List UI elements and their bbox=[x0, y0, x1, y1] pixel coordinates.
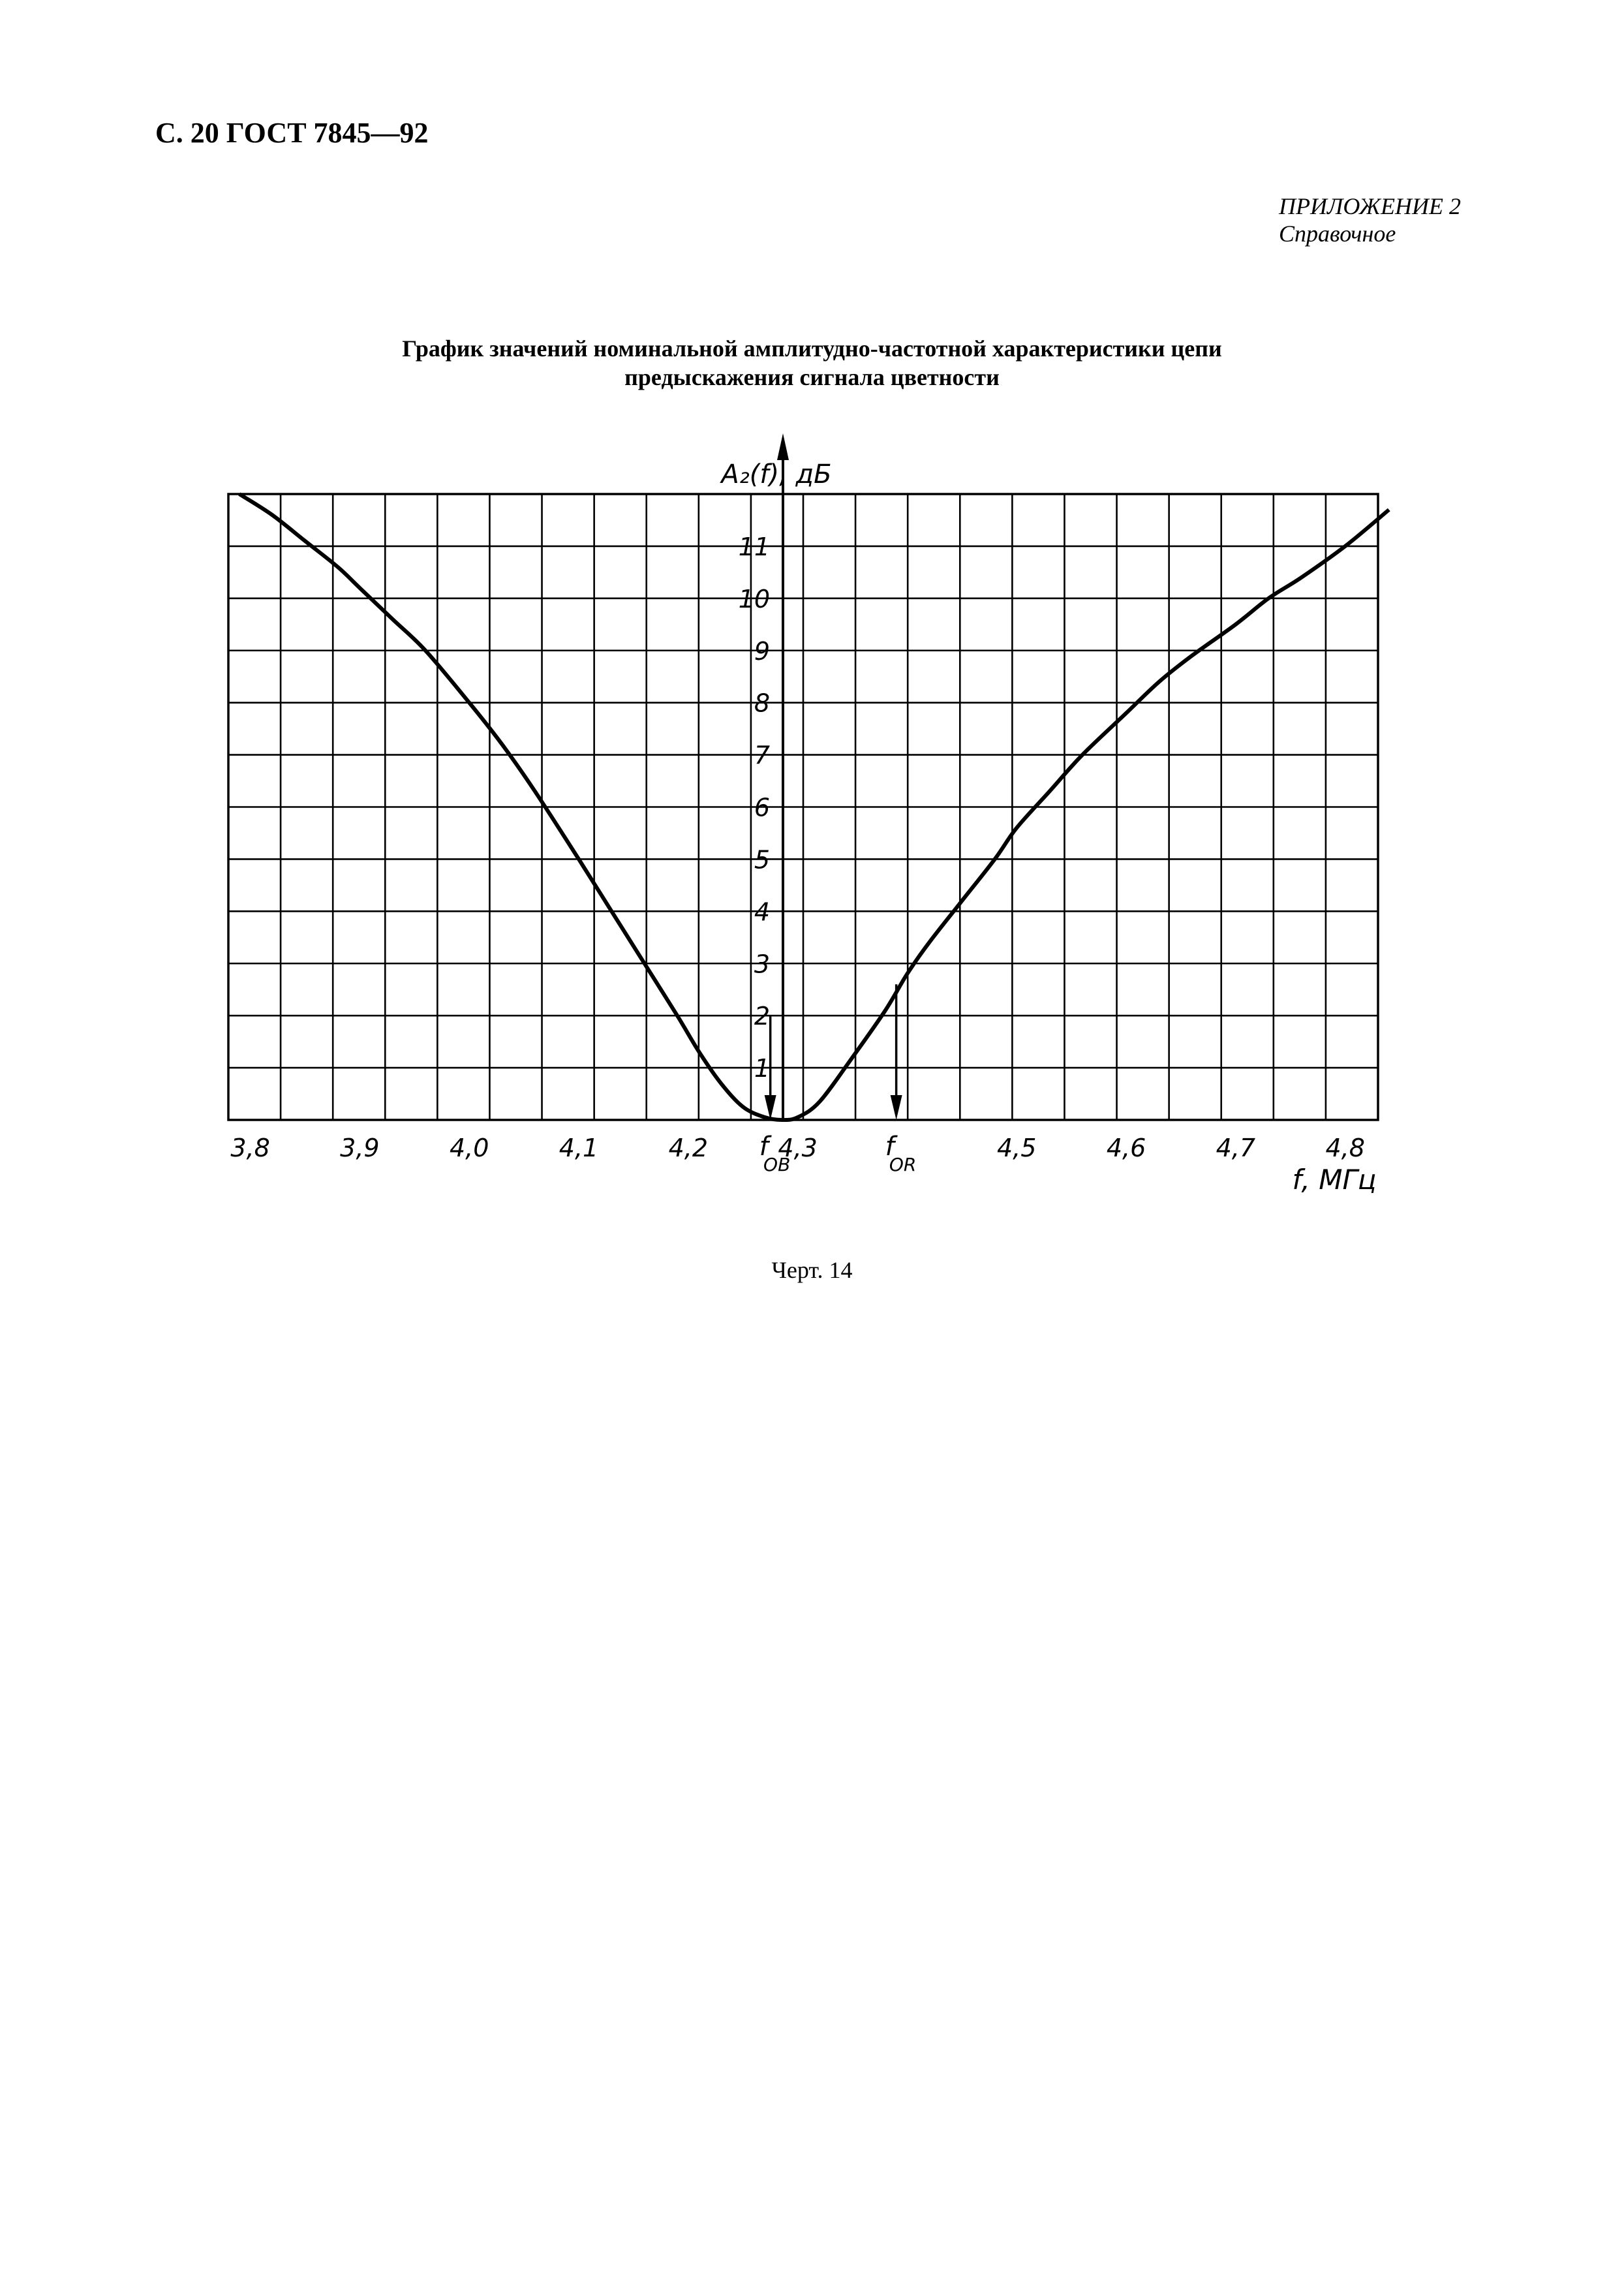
chart-title-line-2: предыскажения сигнала цветности bbox=[624, 364, 1000, 390]
x-tick-label: 4,0 bbox=[449, 1134, 489, 1162]
x-tick-label: 3,8 bbox=[230, 1134, 270, 1162]
appendix-subtitle: Справочное bbox=[1279, 221, 1396, 247]
y-tick-label: 2 bbox=[754, 1002, 770, 1031]
x-tick-label: 4,6 bbox=[1106, 1134, 1146, 1162]
x-tick-label: 3,9 bbox=[340, 1134, 380, 1162]
chart-markers bbox=[765, 984, 902, 1120]
chart-grid bbox=[228, 494, 1378, 1120]
x-tick-label: 4,5 bbox=[997, 1134, 1037, 1162]
y-axis-arrow-icon bbox=[777, 433, 789, 460]
chart-title-line-1: График значений номинальной амплитудно-частотной характеристики цепи bbox=[402, 335, 1222, 362]
y-tick-label: 7 bbox=[754, 741, 770, 770]
marker-subscript: OR bbox=[889, 1154, 917, 1175]
x-axis-label: f, МГц bbox=[1292, 1164, 1377, 1196]
y-axis-label: A₂(f), дБ bbox=[721, 459, 832, 489]
y-tick-label: 11 bbox=[738, 532, 770, 561]
appendix-title: ПРИЛОЖЕНИЕ 2 bbox=[1279, 193, 1461, 219]
marker-label: f bbox=[759, 1132, 769, 1162]
y-tick-label: 5 bbox=[754, 845, 770, 875]
marker-subscript: OB bbox=[763, 1154, 791, 1175]
y-tick-label: 6 bbox=[754, 793, 770, 822]
y-tick-label: 9 bbox=[754, 636, 770, 666]
y-tick-label: 10 bbox=[738, 584, 770, 613]
x-tick-label: 4,7 bbox=[1216, 1134, 1256, 1162]
y-tick-label: 8 bbox=[754, 689, 770, 718]
figure-caption: Черт. 14 bbox=[771, 1257, 853, 1283]
y-tick-label: 1 bbox=[754, 1054, 770, 1083]
x-tick-label: 4,1 bbox=[559, 1134, 599, 1162]
x-tick-label: 4,3 bbox=[778, 1134, 818, 1162]
chart-axes bbox=[777, 433, 789, 1120]
page-header: С. 20 ГОСТ 7845—92 bbox=[155, 117, 429, 149]
marker-arrow-head-icon bbox=[891, 1095, 902, 1120]
x-tick-label: 4,8 bbox=[1325, 1134, 1365, 1162]
marker-label: f bbox=[885, 1132, 895, 1162]
x-tick-label: 4,2 bbox=[668, 1134, 709, 1162]
y-tick-label: 3 bbox=[754, 950, 770, 979]
y-tick-label: 4 bbox=[754, 897, 770, 927]
